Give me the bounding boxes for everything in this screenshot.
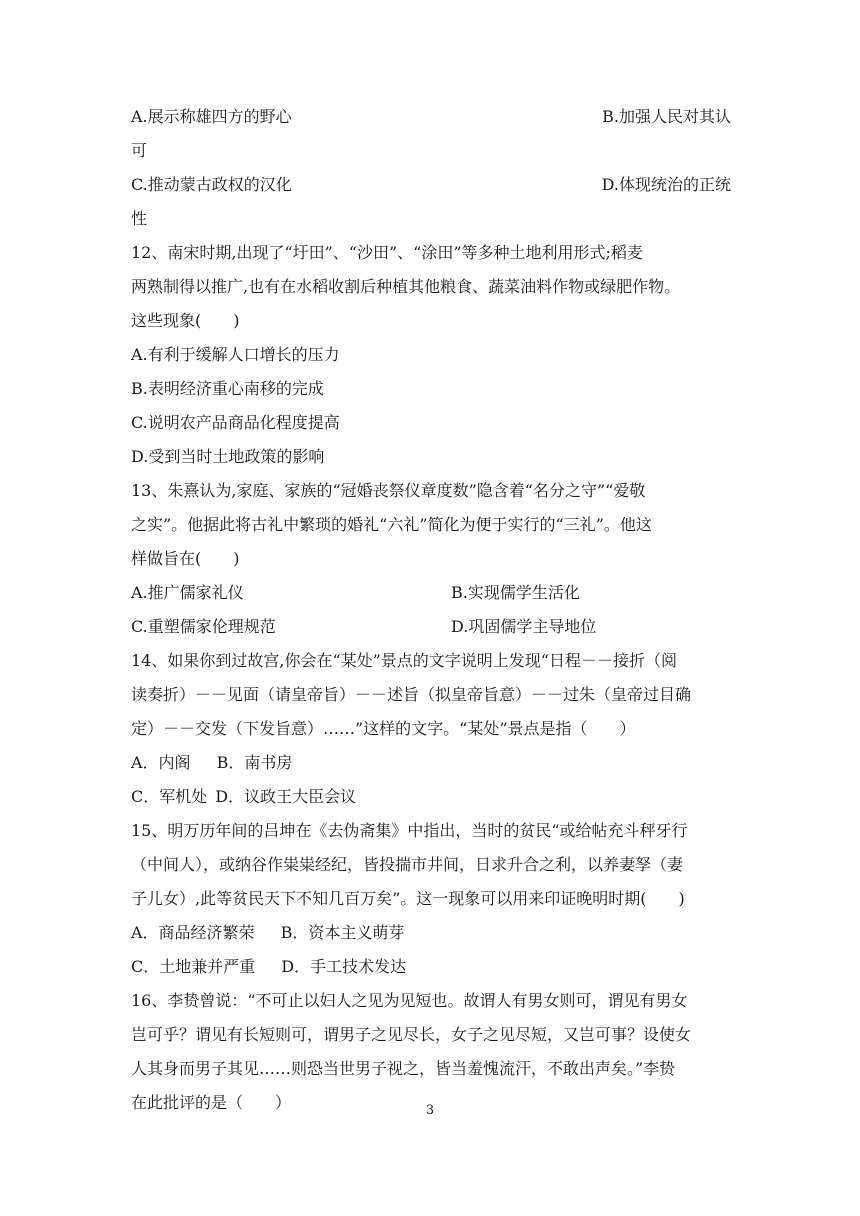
q16-stem-line: 岂可乎？谓见有长短则可，谓男子之见尽长，女子之见尽短，又岂可事？设使女 [131,1025,692,1044]
q11-option-c: C.推动蒙古政权的汉化 [131,175,292,194]
q15-option-c: C．土地兼并严重 [131,957,256,976]
q11-option-a: A.展示称雄四方的野心 [131,107,292,126]
q12-stem-line: 12、南宋时期,出现了“圩田”、“沙田”、“涂田”等多种土地利用形式;稻麦 [131,243,643,262]
q14-stem-line: 读奏折）－－见面（请皇帝旨）－－述旨（拟皇帝旨意）－－过朱（皇帝过目确 [131,685,692,704]
q13-option-row-ab [131,576,731,610]
q14-option-a: A．内阁 [131,753,191,772]
q14-option-c: C．军机处 [131,787,208,806]
q16-stem-line: 16、李贽曾说：“不可止以妇人之见为见短也。故谓人有男女则可，谓见有男女 [131,991,688,1010]
q11-option-row-ab [131,100,731,134]
q11-option-d: D.体现统治的正统 [601,175,731,194]
q14-option-d: D．议政王大臣会议 [215,787,357,806]
q11-option-b: B.加强人民对其认 [602,107,731,126]
q12-option-b: B.表明经济重心南移的完成 [131,379,324,398]
q13-option-row-cd [131,610,731,644]
q14-option-row-ab [131,746,731,780]
q13-stem-line: 样做旨在( ) [131,549,240,568]
q16-stem-line: 在此批评的是（ ） [131,1093,292,1112]
q13-option-b: B.实现儒学生活化 [451,583,580,602]
q15-option-row-ab [131,916,731,950]
q12-stem-line: 两熟制得以推广,也有在水稻收割后种植其他粮食、蔬菜油料作物或绿肥作物。 [131,277,681,296]
q14-option-row-cd [131,780,731,814]
q14-stem-line: 14、如果你到过故宫,你会在“某处”景点的文字说明上发现“日程－－接折（阅 [131,651,677,670]
q13-stem-line: 13、朱熹认为,家庭、家族的“冠婚丧祭仪章度数”隐含着“名分之守”“爱敬 [131,481,646,500]
q12-option-c: C.说明农产品商品化程度提高 [131,413,340,432]
q13-stem-line: 之实”。他据此将古礼中繁琐的婚礼“六礼”简化为便于实行的“三礼”。他这 [131,515,652,534]
q15-option-a: A．商品经济繁荣 [131,923,255,942]
q15-option-b: B．资本主义萌芽 [280,923,405,942]
page-content [131,100,731,1120]
q16-stem-line: 人其身而男子其见……则恐当世男子视之，皆当羞愧流汗，不敢出声矣。”李贽 [131,1059,676,1078]
q15-stem-line: 子儿女）,此等贫民天下不知几百万矣”。这一现象可以用来印证晚明时期( ) [131,889,685,908]
q12-option-a: A.有利于缓解人口增长的压力 [131,345,340,364]
q15-stem-line: 15、明万历年间的吕坤在《去伪斋集》中指出，当时的贫民“或给帖充斗秤牙行 [131,821,688,840]
q15-option-d: D．手工技术发达 [281,957,407,976]
q14-stem-line: 定）－－交发（下发旨意）……”这样的文字。“某处”景点是指（ ） [131,719,636,738]
q11-option-d-continued: 性 [131,209,148,228]
page-number: 3 [425,1103,435,1118]
q11-option-b-continued: 可 [131,141,148,160]
q12-option-d: D.受到当时土地政策的影响 [131,447,325,466]
q13-option-c: C.重塑儒家伦理规范 [131,617,276,636]
q13-option-d: D.巩固儒学主导地位 [451,617,597,636]
q13-option-a: A.推广儒家礼仪 [131,583,244,602]
q15-option-row-cd [131,950,731,984]
q12-stem-line: 这些现象( ) [131,311,240,330]
q11-option-row-cd [131,168,731,202]
q15-stem-line: （中间人），或纳谷作粜粜经纪，皆投揣市井间，日求升合之利，以养妻孥（妻 [131,855,684,874]
q14-option-b: B．南书房 [216,753,293,772]
